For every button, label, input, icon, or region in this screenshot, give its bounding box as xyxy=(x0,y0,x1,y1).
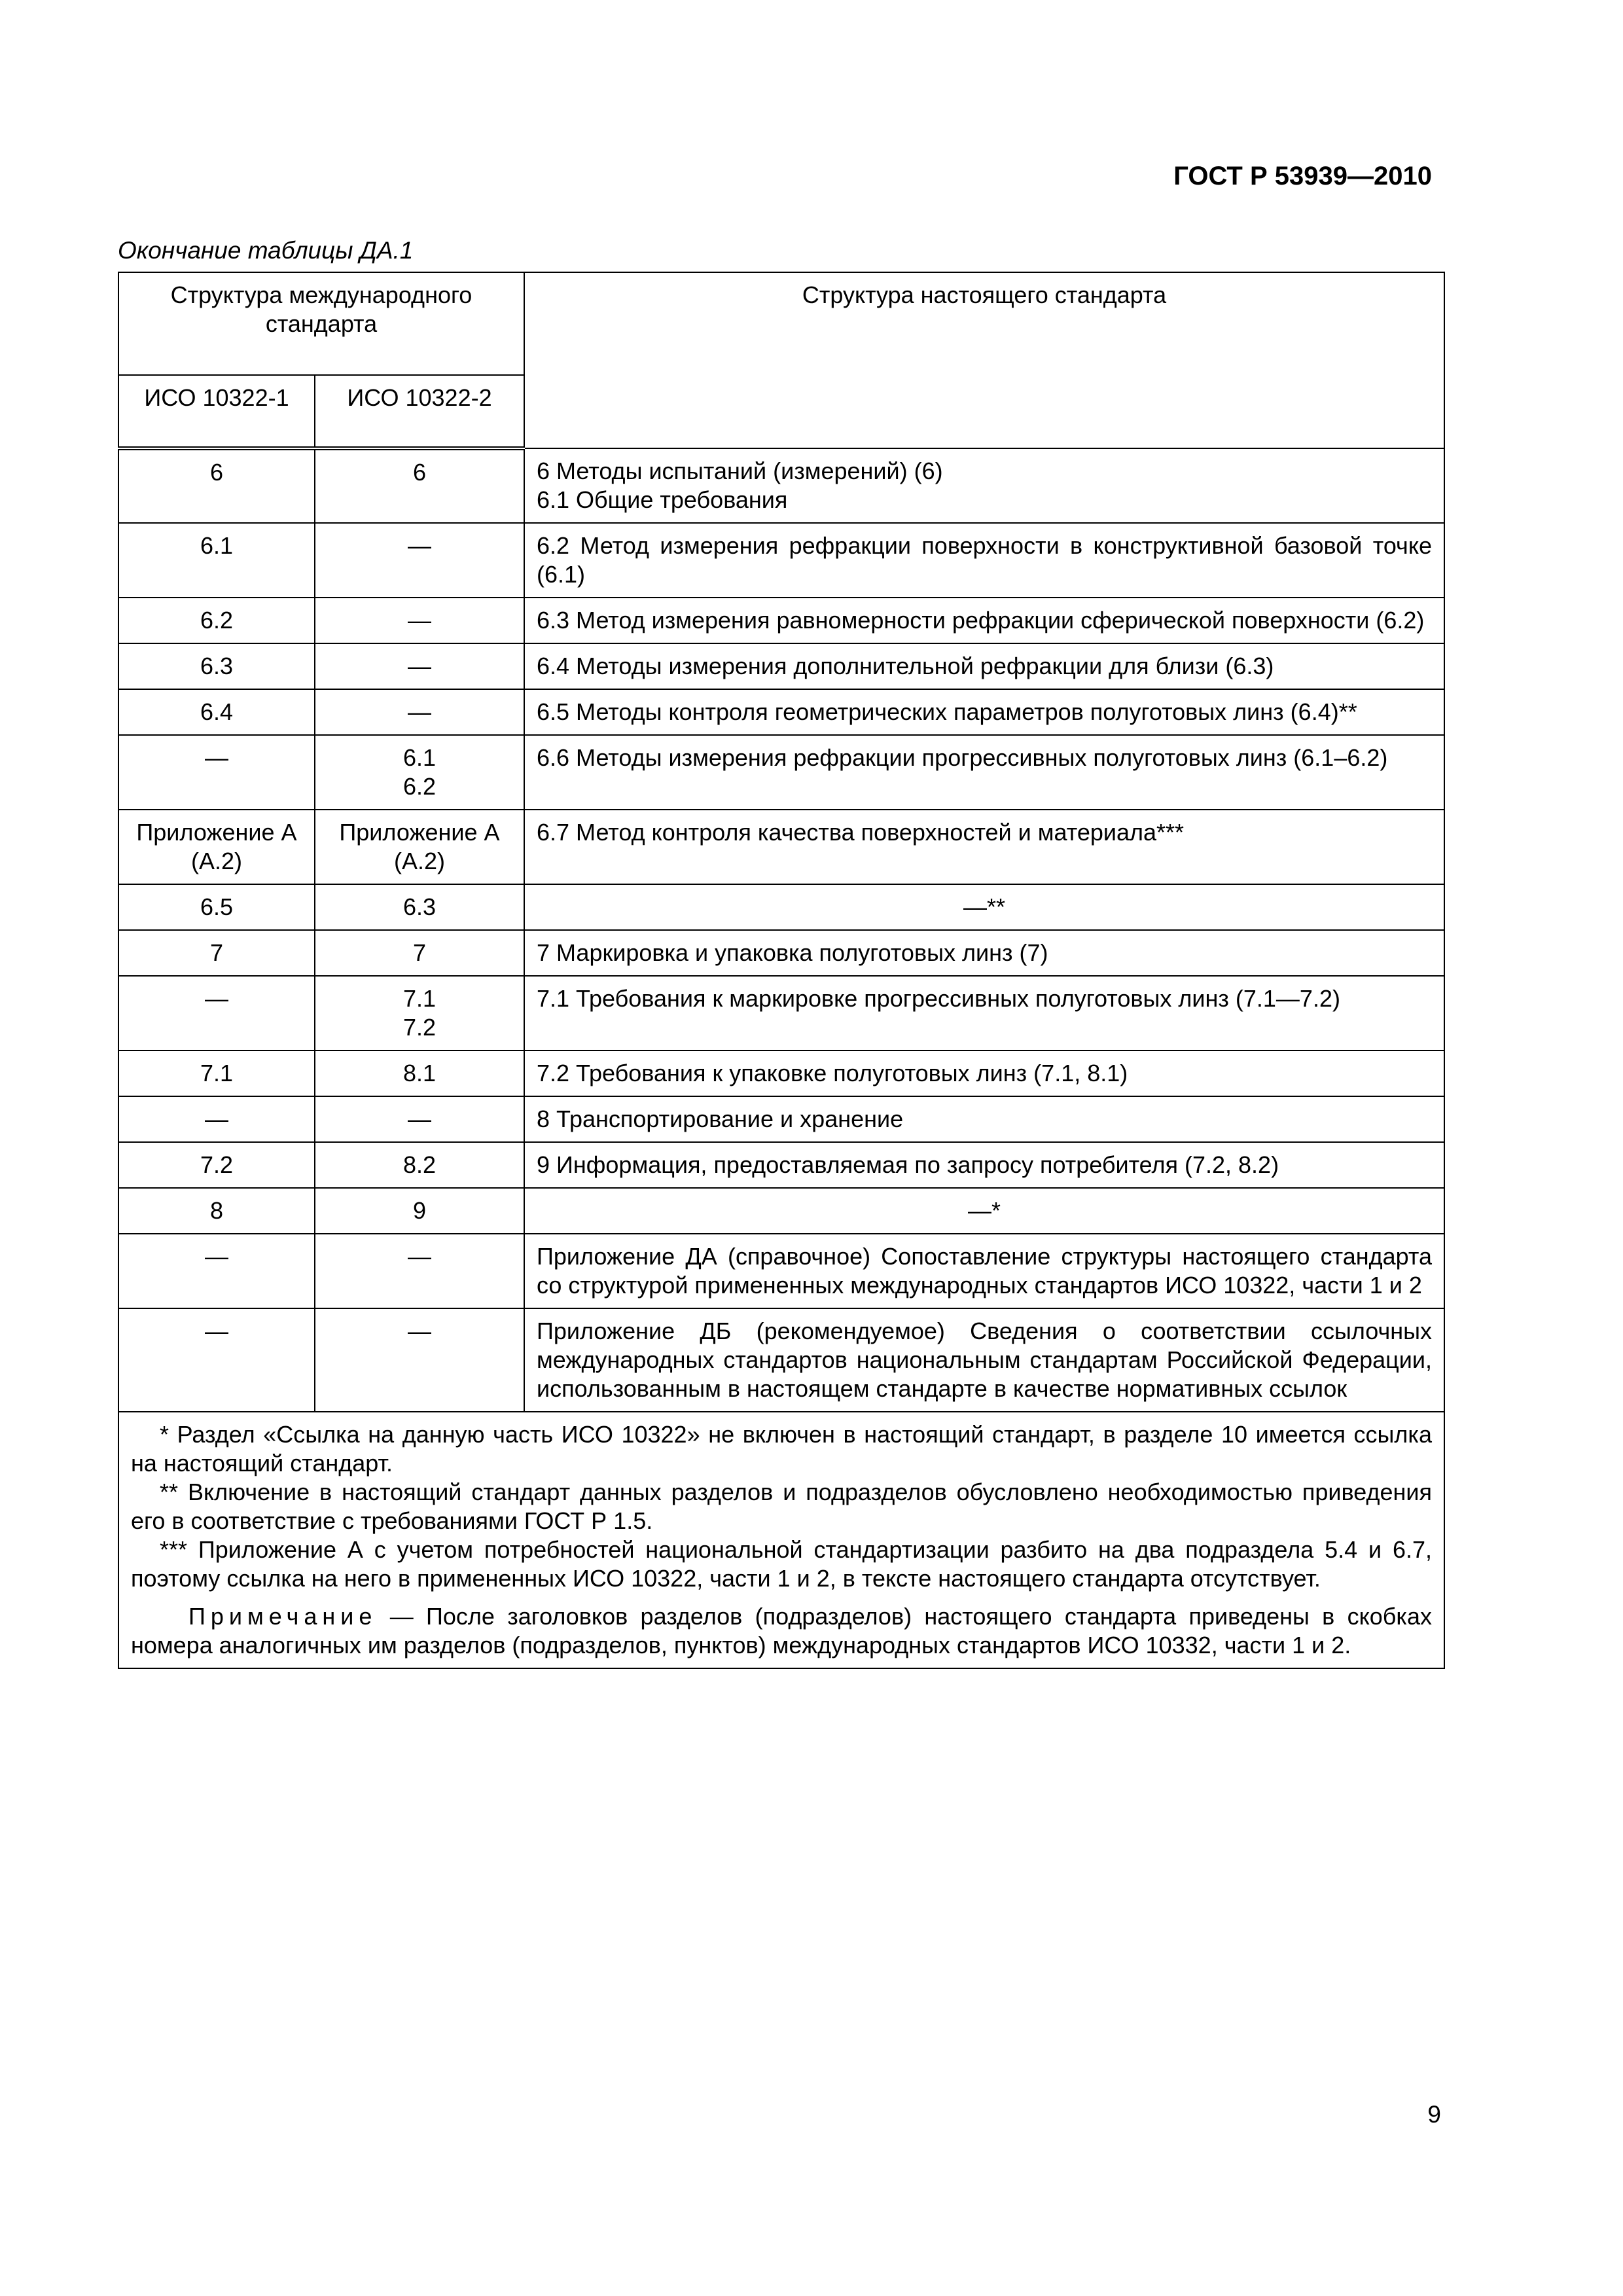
cell-line: 6.1 Общие требования xyxy=(537,486,788,513)
cell-this-standard xyxy=(524,689,1444,735)
table-row xyxy=(118,1142,1444,1188)
cell-line: 7.1 Требования к маркировке прогрессивных полуготовых линз (7.1—7.2) xyxy=(537,985,1340,1012)
cell-this-standard xyxy=(524,1188,1444,1234)
cell-line: Приложение ДА (справочное) Сопоставление структуры настоящего стандарта со структурой примененных международных стандартов ИСО 10322, части 1 и 2 xyxy=(537,1243,1432,1299)
cell-iso-10322-1: — xyxy=(118,1096,315,1142)
cell-line: 6.3 Метод измерения равномерности рефракции сферической поверхности (6.2) xyxy=(537,607,1425,634)
cell-this-standard xyxy=(524,1096,1444,1142)
cell-iso-10322-2: — xyxy=(315,1096,524,1142)
cell-line: 7.2 Требования к упаковке полуготовых линз (7.1, 8.1) xyxy=(537,1060,1128,1086)
table-row xyxy=(118,1234,1444,1308)
cell-iso-10322-2: — xyxy=(315,1234,524,1308)
cell-this-standard xyxy=(524,930,1444,976)
cell-this-standard xyxy=(524,643,1444,689)
cell-iso-10322-2: 7 xyxy=(315,930,524,976)
cell-this-standard xyxy=(524,1308,1444,1412)
cell-iso-10322-2: — xyxy=(315,689,524,735)
cell-iso-10322-2: 8.1 xyxy=(315,1050,524,1096)
cell-iso-10322-1: 7.1 xyxy=(118,1050,315,1096)
cell-iso-10322-1: — xyxy=(118,735,315,810)
cell-iso-10322-1: 6.5 xyxy=(118,884,315,930)
cell-this-standard xyxy=(524,735,1444,810)
footnote-3: *** Приложение А с учетом потребностей национальной стандартизации разбито на два подраздела 5.4 и 6.7, поэтому ссылка на него в примененных ИСО 10322, части 1 и 2, в тексте настоящего стандарта отсутствует. xyxy=(131,1536,1432,1592)
document-id: ГОСТ Р 53939—2010 xyxy=(1173,162,1432,190)
cell-line: 6.7 Метод контроля качества поверхностей и материала*** xyxy=(537,819,1185,846)
table-row xyxy=(118,810,1444,884)
table-row xyxy=(118,1188,1444,1234)
cell-iso-10322-2: Приложение А (А.2) xyxy=(315,810,524,884)
cell-this-standard xyxy=(524,884,1444,930)
cell-iso-10322-1: 6.3 xyxy=(118,643,315,689)
cell-iso-10322-1: — xyxy=(118,1234,315,1308)
cell-line: —* xyxy=(967,1197,1001,1224)
cell-iso-10322-2: — xyxy=(315,643,524,689)
table-row xyxy=(118,930,1444,976)
cell-iso-10322-2: 6 xyxy=(315,448,524,523)
cell-iso-10322-2: — xyxy=(315,1308,524,1412)
footnote-1: * Раздел «Ссылка на данную часть ИСО 10322» не включен в настоящий стандарт, в разделе 10 имеется ссылка на настоящий стандарт. xyxy=(131,1421,1432,1477)
table-row xyxy=(118,523,1444,598)
header-this-standard-structure: Структура настоящего стандарта xyxy=(524,272,1444,448)
table-row xyxy=(118,1096,1444,1142)
cell-iso-10322-2: — xyxy=(315,598,524,643)
footnotes-cell xyxy=(118,1412,1444,1668)
page-number: 9 xyxy=(1427,2101,1441,2128)
cell-iso-10322-1: 8 xyxy=(118,1188,315,1234)
header-international-structure: Структура международного стандарта xyxy=(118,272,524,375)
cell-this-standard xyxy=(524,1050,1444,1096)
cell-iso-10322-1: 6.4 xyxy=(118,689,315,735)
cell-line: 7 Маркировка и упаковка полуготовых линз (7) xyxy=(537,939,1048,966)
structure-comparison-table xyxy=(118,272,1445,1669)
cell-iso-10322-1: — xyxy=(118,976,315,1050)
cell-line: Приложение ДБ (рекомендуемое) Сведения о соответствии ссылочных международных стандартов национальным стандартам Российской Федерации, использованным в настоящем стандарте в качестве нормативных ссылок xyxy=(537,1318,1432,1402)
table-row xyxy=(118,735,1444,810)
note xyxy=(131,1602,1432,1660)
cell-this-standard xyxy=(524,523,1444,598)
cell-iso-10322-1: 7 xyxy=(118,930,315,976)
note-label: Примечание xyxy=(188,1603,378,1630)
table-row xyxy=(118,689,1444,735)
cell-iso-10322-1: 6.1 xyxy=(118,523,315,598)
cell-iso-10322-2: — xyxy=(315,523,524,598)
table-row xyxy=(118,884,1444,930)
table-row xyxy=(118,976,1444,1050)
cell-this-standard xyxy=(524,1142,1444,1188)
table-row xyxy=(118,1308,1444,1412)
cell-iso-10322-2: 7.1 7.2 xyxy=(315,976,524,1050)
cell-line: 6 Методы испытаний (измерений) (6) xyxy=(537,457,943,484)
cell-iso-10322-1: 7.2 xyxy=(118,1142,315,1188)
cell-iso-10322-2: 6.1 6.2 xyxy=(315,735,524,810)
cell-iso-10322-1: — xyxy=(118,1308,315,1412)
cell-iso-10322-2: 8.2 xyxy=(315,1142,524,1188)
cell-line: 6.5 Методы контроля геометрических параметров полуготовых линз (6.4)** xyxy=(537,698,1357,725)
cell-line: 6.4 Методы измерения дополнительной рефракции для близи (6.3) xyxy=(537,653,1274,679)
cell-line: 6.2 Метод измерения рефракции поверхности в конструктивной базовой точке (6.1) xyxy=(537,532,1432,588)
cell-iso-10322-1: 6 xyxy=(118,448,315,523)
cell-line: 6.6 Методы измерения рефракции прогрессивных полуготовых линз (6.1–6.2) xyxy=(537,744,1388,771)
cell-iso-10322-1: 6.2 xyxy=(118,598,315,643)
cell-line: 9 Информация, предоставляемая по запросу потребителя (7.2, 8.2) xyxy=(537,1151,1279,1178)
header-iso-10322-1: ИСО 10322-1 xyxy=(118,375,315,448)
table-caption: Окончание таблицы ДА.1 xyxy=(118,237,414,264)
table-row xyxy=(118,598,1444,643)
footnote-2: ** Включение в настоящий стандарт данных разделов и подразделов обусловлено необходимостью приведения его в соответствие с требованиями ГОСТ Р 1.5. xyxy=(131,1479,1432,1534)
cell-line: 8 Транспортирование и хранение xyxy=(537,1105,904,1132)
cell-this-standard xyxy=(524,810,1444,884)
cell-this-standard xyxy=(524,976,1444,1050)
table-row xyxy=(118,448,1444,523)
cell-line: —** xyxy=(963,893,1006,920)
cell-this-standard xyxy=(524,448,1444,523)
header-iso-10322-2: ИСО 10322-2 xyxy=(315,375,524,448)
note-text: — После заголовков разделов (подразделов) настоящего стандарта приведены в скобках номера аналогичных им разделов (подразделов, пунктов) международных стандартов ИСО 10332, части 1 и 2. xyxy=(131,1603,1432,1659)
cell-iso-10322-2: 9 xyxy=(315,1188,524,1234)
table-row xyxy=(118,643,1444,689)
cell-iso-10322-2: 6.3 xyxy=(315,884,524,930)
cell-iso-10322-1: Приложение А (А.2) xyxy=(118,810,315,884)
cell-this-standard xyxy=(524,1234,1444,1308)
cell-this-standard xyxy=(524,598,1444,643)
table-row xyxy=(118,1050,1444,1096)
